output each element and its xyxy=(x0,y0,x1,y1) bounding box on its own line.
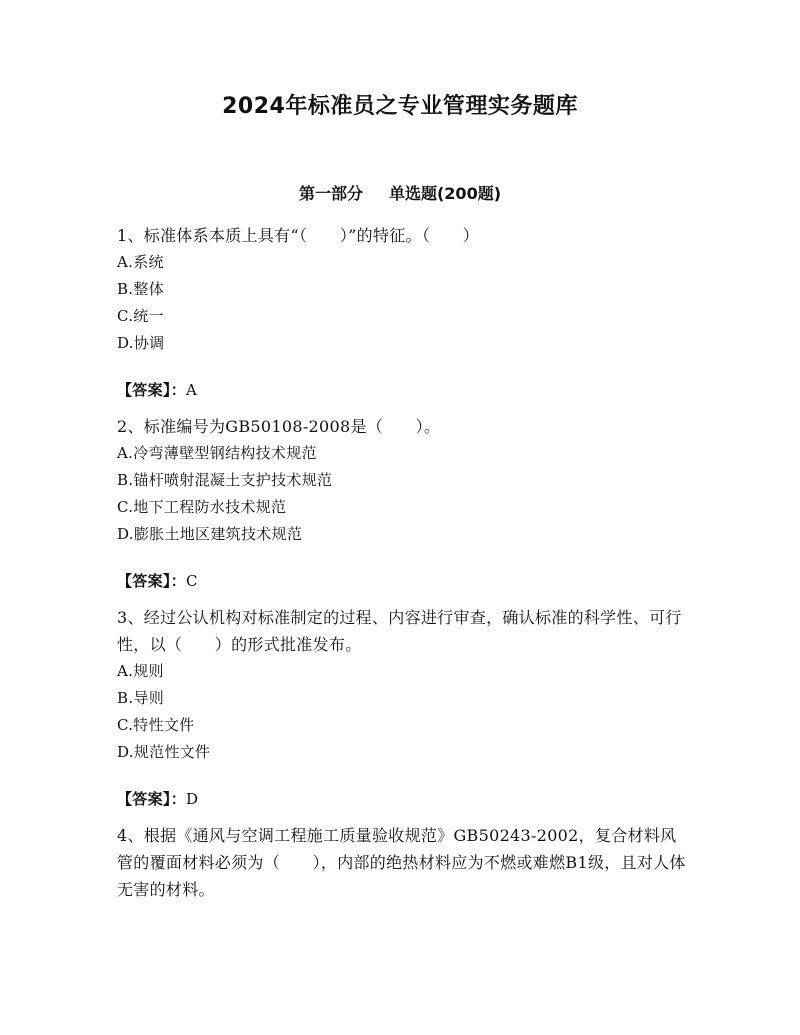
answer-label: 【答案】： xyxy=(117,790,187,808)
option-c: C.地下工程防水技术规范 xyxy=(117,498,287,516)
answer-value: D xyxy=(186,790,199,808)
question-text: 1、标准体系本质上具有“（ ）”的特征。（ ） xyxy=(117,226,480,245)
option-b: B.整体 xyxy=(117,280,164,298)
option-a: A.规则 xyxy=(117,662,164,680)
question-text: 4、根据《通风与空调工程施工质量验收规范》GB50243-2002，复合材料风管的覆面材料必须为（ ），内部的绝热材料应为不燃或难燃B1级，且对人体无害的材料。 xyxy=(117,826,686,899)
question-1 xyxy=(117,222,687,404)
question-list xyxy=(117,222,687,903)
document-title: 2024年标准员之专业管理实务题库 xyxy=(222,94,578,119)
option-c: C.特性文件 xyxy=(117,716,195,734)
option-a: A.冷弯薄壁型钢结构技术规范 xyxy=(117,444,317,462)
option-b: B.导则 xyxy=(117,689,164,707)
question-text: 3、经过公认机构对标准制定的过程、内容进行审查，确认标准的科学性、可行性，以（ ）的形式批准发布。 xyxy=(117,608,682,654)
option-a: A.系统 xyxy=(117,253,164,271)
answer-label: 【答案】： xyxy=(117,381,187,399)
question-4 xyxy=(117,822,687,903)
section-part: 第一部分 xyxy=(298,184,363,203)
answer-line xyxy=(117,377,687,404)
answer-value: C xyxy=(186,572,198,590)
option-d: D.协调 xyxy=(117,334,165,352)
question-2 xyxy=(117,413,687,595)
option-c: C.统一 xyxy=(117,307,164,325)
section-heading xyxy=(0,182,800,206)
question-3 xyxy=(117,604,687,813)
answer-line xyxy=(117,786,687,813)
option-d: D.膨胀土地区建筑技术规范 xyxy=(117,525,303,543)
answer-value: A xyxy=(186,381,198,399)
option-b: B.锚杆喷射混凝土支护技术规范 xyxy=(117,471,333,489)
answer-label: 【答案】： xyxy=(117,572,187,590)
option-d: D.规范性文件 xyxy=(117,743,211,761)
section-name: 单选题(200题) xyxy=(388,184,502,203)
question-text: 2、标准编号为GB50108-2008是（ ）。 xyxy=(117,417,441,436)
answer-line xyxy=(117,568,687,595)
